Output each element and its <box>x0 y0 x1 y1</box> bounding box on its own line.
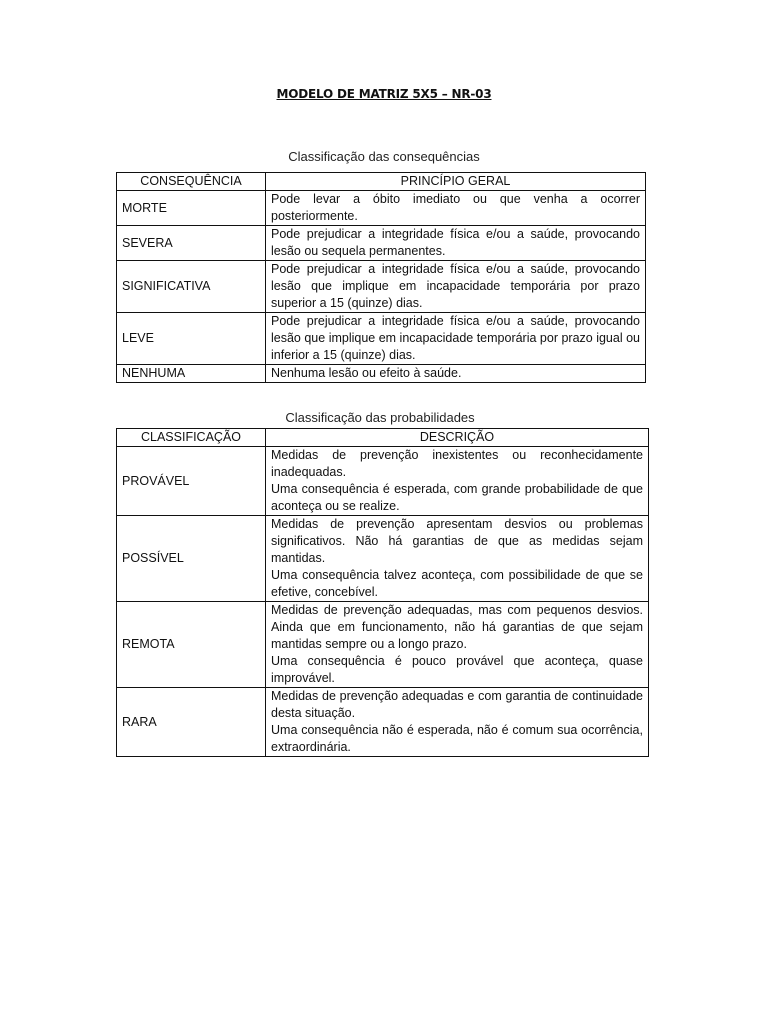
row-description <box>266 226 646 261</box>
table-row <box>117 365 646 383</box>
table-row <box>117 261 646 313</box>
description-paragraph: Uma consequência é esperada, com grande probabilidade de que aconteça ou se realize. <box>271 482 643 513</box>
column-header-description: DESCRIÇÃO <box>266 429 649 447</box>
table-row <box>117 447 649 516</box>
row-description <box>266 365 646 383</box>
description-paragraph: Uma consequência talvez aconteça, com possibilidade de que se efetive, concebível. <box>271 568 643 599</box>
row-description <box>266 191 646 226</box>
document-title: MODELO DE MATRIZ 5X5 – NR-03 <box>276 87 492 101</box>
column-header-general-principle: PRINCÍPIO GERAL <box>266 173 646 191</box>
description-paragraph: Pode levar a óbito imediato ou que venha a ocorrer posteriormente. <box>271 192 640 223</box>
probabilities-caption: Classificação das probabilidades <box>285 410 475 425</box>
description-paragraph: Nenhuma lesão ou efeito à saúde. <box>271 366 462 380</box>
probabilities-table <box>116 428 649 757</box>
row-description <box>266 602 649 688</box>
row-label: NENHUMA <box>117 365 266 383</box>
description-paragraph: Medidas de prevenção apresentam desvios ou problemas significativos. Não há garantias de que as medidas sejam mantidas. <box>271 517 643 565</box>
row-label: RARA <box>117 688 266 757</box>
table-row <box>117 191 646 226</box>
description-paragraph: Medidas de prevenção adequadas, mas com pequenos desvios. Ainda que em funcionamento, não há garantias de que sejam mantidas sempre ou a longo prazo. <box>271 603 643 651</box>
consequences-caption: Classificação das consequências <box>288 149 480 164</box>
consequences-table <box>116 172 646 383</box>
table-row <box>117 602 649 688</box>
row-description <box>266 447 649 516</box>
table-header-row <box>117 429 649 447</box>
column-header-consequence: CONSEQUÊNCIA <box>117 173 266 191</box>
row-label: LEVE <box>117 313 266 365</box>
table-header-row <box>117 173 646 191</box>
row-label: PROVÁVEL <box>117 447 266 516</box>
probabilities-table-body <box>117 447 649 757</box>
row-label: POSSÍVEL <box>117 516 266 602</box>
row-description <box>266 313 646 365</box>
row-description <box>266 261 646 313</box>
row-description <box>266 516 649 602</box>
description-paragraph: Uma consequência é pouco provável que aconteça, quase improvável. <box>271 654 643 685</box>
row-label: REMOTA <box>117 602 266 688</box>
table-row <box>117 226 646 261</box>
row-description <box>266 688 649 757</box>
table-row <box>117 516 649 602</box>
description-paragraph: Pode prejudicar a integridade física e/ou a saúde, provocando lesão que implique em incapacidade temporária por prazo igual ou inferior a 15 (quinze) dias. <box>271 314 640 362</box>
column-header-classification: CLASSIFICAÇÃO <box>117 429 266 447</box>
description-paragraph: Medidas de prevenção adequadas e com garantia de continuidade desta situação. <box>271 689 643 720</box>
description-paragraph: Pode prejudicar a integridade física e/ou a saúde, provocando lesão ou sequela permanentes. <box>271 227 640 258</box>
description-paragraph: Uma consequência não é esperada, não é comum sua ocorrência, extraordinária. <box>271 723 643 754</box>
table-row <box>117 688 649 757</box>
row-label: SIGNIFICATIVA <box>117 261 266 313</box>
consequences-table-body <box>117 191 646 383</box>
row-label: SEVERA <box>117 226 266 261</box>
description-paragraph: Medidas de prevenção inexistentes ou reconhecidamente inadequadas. <box>271 448 643 479</box>
description-paragraph: Pode prejudicar a integridade física e/ou a saúde, provocando lesão que implique em incapacidade temporária por prazo superior a 15 (quinze) dias. <box>271 262 640 310</box>
row-label: MORTE <box>117 191 266 226</box>
table-row <box>117 313 646 365</box>
